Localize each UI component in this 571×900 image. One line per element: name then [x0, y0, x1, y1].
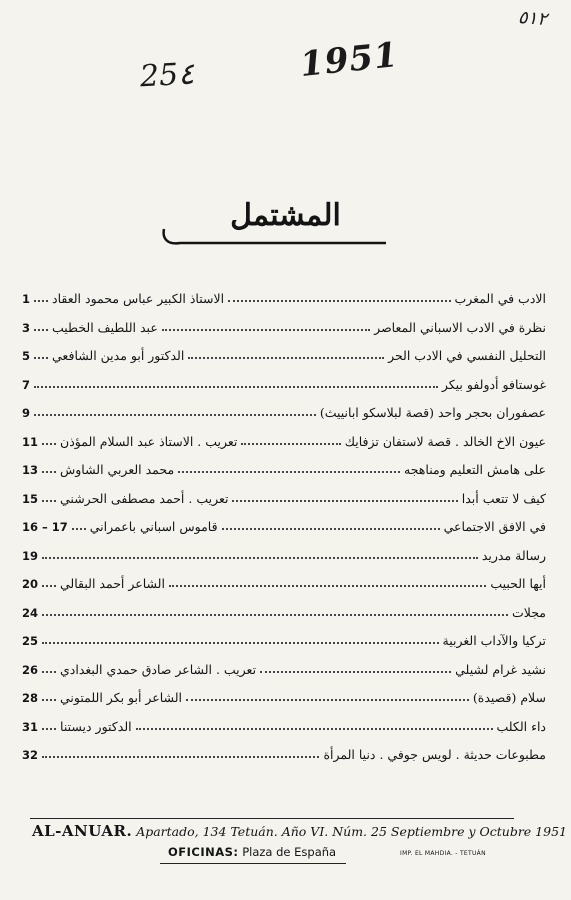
toc-dot-leader	[186, 699, 469, 701]
toc-entry-page-number: 5	[22, 349, 31, 363]
toc-entry-title: في الافق الاجتماعي	[443, 519, 546, 534]
toc-entry-page-number: 19	[22, 548, 39, 563]
toc-entry-title: أيها الحبيب	[490, 576, 546, 591]
toc-entry-title: سلام (قصيدة)	[472, 690, 546, 705]
toc-entry-author: تعريب . أحمد مصطفى الحرشني	[60, 490, 229, 506]
toc-entry	[22, 366, 546, 392]
toc-entry	[22, 337, 546, 363]
toc-dot-leader	[232, 500, 457, 502]
toc-entry-author: الدكتور أبو مدين الشافعي	[52, 348, 185, 363]
toc-entry	[22, 480, 546, 506]
toc-entry	[22, 451, 546, 477]
toc-entry-title: غوستافو أدولفو بيكر	[441, 376, 546, 392]
toc-entry-page-number: 32	[22, 748, 39, 762]
toc-dot-leader	[169, 585, 486, 587]
toc-dot-leader	[34, 357, 48, 359]
toc-entry-title: كيف لا تتعب أبدا	[461, 490, 546, 506]
toc-dot-leader	[162, 329, 370, 331]
toc-entry-page-number: 3	[22, 320, 31, 335]
toc-entry	[22, 736, 546, 762]
toc-entry-page-number: 20	[22, 577, 39, 591]
toc-entry	[22, 622, 546, 648]
handwritten-year: 1951	[298, 34, 401, 86]
toc-dot-leader	[228, 300, 450, 302]
printer-credit: IMP. EL MAHDIA. - TETUÁN	[400, 850, 486, 857]
toc-dot-leader	[136, 728, 493, 730]
toc-entry-author: الدكتور ديستنا	[60, 718, 132, 734]
journal-name: AL-ANUAR.	[32, 822, 133, 840]
toc-dot-leader	[260, 671, 451, 673]
toc-entry-title: رسالة مدريد	[481, 547, 546, 563]
toc-entry	[22, 708, 546, 734]
toc-entry	[22, 537, 546, 563]
toc-dot-leader	[34, 386, 438, 388]
toc-dot-leader	[42, 585, 56, 587]
toc-dot-leader	[42, 671, 56, 673]
toc-dot-leader	[188, 357, 384, 359]
toc-dot-leader	[72, 528, 86, 530]
toc-entry-title: تركيا والآداب الغربية	[442, 633, 546, 648]
toc-entry-page-number: 16 – 17	[22, 520, 68, 534]
toc-entry-page-number: 15	[22, 491, 39, 506]
toc-entry-page-number: 31	[22, 719, 39, 734]
toc-entry-title: التحليل النفسي في الادب الحر	[388, 348, 546, 363]
toc-entry-title: داء الكلب	[496, 718, 546, 734]
toc-entry	[22, 280, 546, 306]
toc-entry-title: على هامش التعليم ومناهجه	[404, 462, 546, 477]
toc-dot-leader	[42, 443, 56, 445]
toc-entry	[22, 309, 546, 335]
page-title: المشتمل	[230, 198, 341, 233]
footer-rule	[30, 818, 514, 819]
toc-entry	[22, 423, 546, 449]
toc-dot-leader	[241, 443, 340, 445]
toc-dot-leader	[42, 500, 56, 502]
toc-entry	[22, 594, 546, 620]
toc-entry-author: الاستاذ الكبير عباس محمود العقاد	[52, 291, 225, 306]
publication-imprint	[32, 822, 567, 840]
toc-entry-author: محمد العربي الشاوش	[60, 462, 175, 477]
handwritten-catalog-number: 25٤	[139, 56, 196, 95]
toc-entry-page-number: 25	[22, 634, 39, 648]
toc-entry-title: الادب في المغرب	[454, 291, 546, 306]
toc-entry-author: قاموس اسباني باعمراني	[89, 519, 218, 534]
toc-entry-page-number: 11	[22, 434, 39, 449]
toc-entry	[22, 394, 546, 420]
title-flourish	[160, 225, 400, 247]
toc-entry-title: مجلات	[512, 604, 546, 620]
toc-dot-leader	[34, 414, 316, 416]
toc-dot-leader	[42, 557, 478, 559]
toc-entry-title: نظرة في الادب الاسباني المعاصر	[374, 319, 546, 335]
toc-dot-leader	[42, 614, 508, 616]
toc-entry-page-number: 28	[22, 691, 39, 705]
toc-entry-page-number: 9	[22, 406, 31, 420]
toc-entry-title: عصفوران بحجر واحد (قصة لبلاسكو ابانييث)	[319, 405, 546, 420]
toc-entry-page-number: 13	[22, 463, 39, 477]
toc-entry-page-number: 7	[22, 377, 31, 392]
toc-entry-page-number: 24	[22, 605, 39, 620]
toc-entry-title: عيون الاخ الخالد . قصة لاستفان تزفايك	[344, 433, 546, 449]
imprint-details: Apartado, 134 Tetuán. Año VI. Núm. 25 Septiembre y Octubre 1951	[136, 824, 567, 839]
offices-label: OFICINAS:	[168, 845, 239, 859]
toc-entry-author: تعريب . الشاعر صادق حمدي البغدادي	[60, 661, 257, 677]
toc-entry-author: الشاعر أحمد البقالي	[60, 576, 165, 591]
handwritten-corner-number: ٥١٢	[517, 7, 548, 30]
offices-underline	[160, 863, 346, 864]
toc-entry	[22, 651, 546, 677]
toc-entry-author: تعريب . الاستاذ عبد السلام المؤذن	[60, 433, 238, 449]
toc-entry-title: مطبوعات حديثة . لويس جوفي . دنيا المرأة	[323, 747, 546, 762]
toc-entry-author: الشاعر أبو بكر اللمتوني	[60, 690, 182, 705]
toc-dot-leader	[42, 642, 439, 644]
toc-dot-leader	[42, 471, 56, 473]
toc-entry	[22, 679, 546, 705]
offices-value: Plaza de España	[242, 845, 337, 859]
toc-entry-page-number: 26	[22, 662, 39, 677]
toc-entry-title: نشيد غرام لشيلي	[455, 661, 546, 677]
toc-entry	[22, 565, 546, 591]
toc-dot-leader	[34, 329, 48, 331]
toc-entry-page-number: 1	[22, 292, 31, 306]
toc-dot-leader	[42, 699, 56, 701]
toc-dot-leader	[222, 528, 440, 530]
toc-dot-leader	[34, 300, 48, 302]
toc-dot-leader	[42, 756, 319, 758]
toc-entry	[22, 508, 546, 534]
toc-dot-leader	[42, 728, 56, 730]
toc-dot-leader	[178, 471, 400, 473]
offices-address	[168, 845, 336, 859]
toc-entry-author: عبد اللطيف الخطيب	[52, 319, 158, 335]
